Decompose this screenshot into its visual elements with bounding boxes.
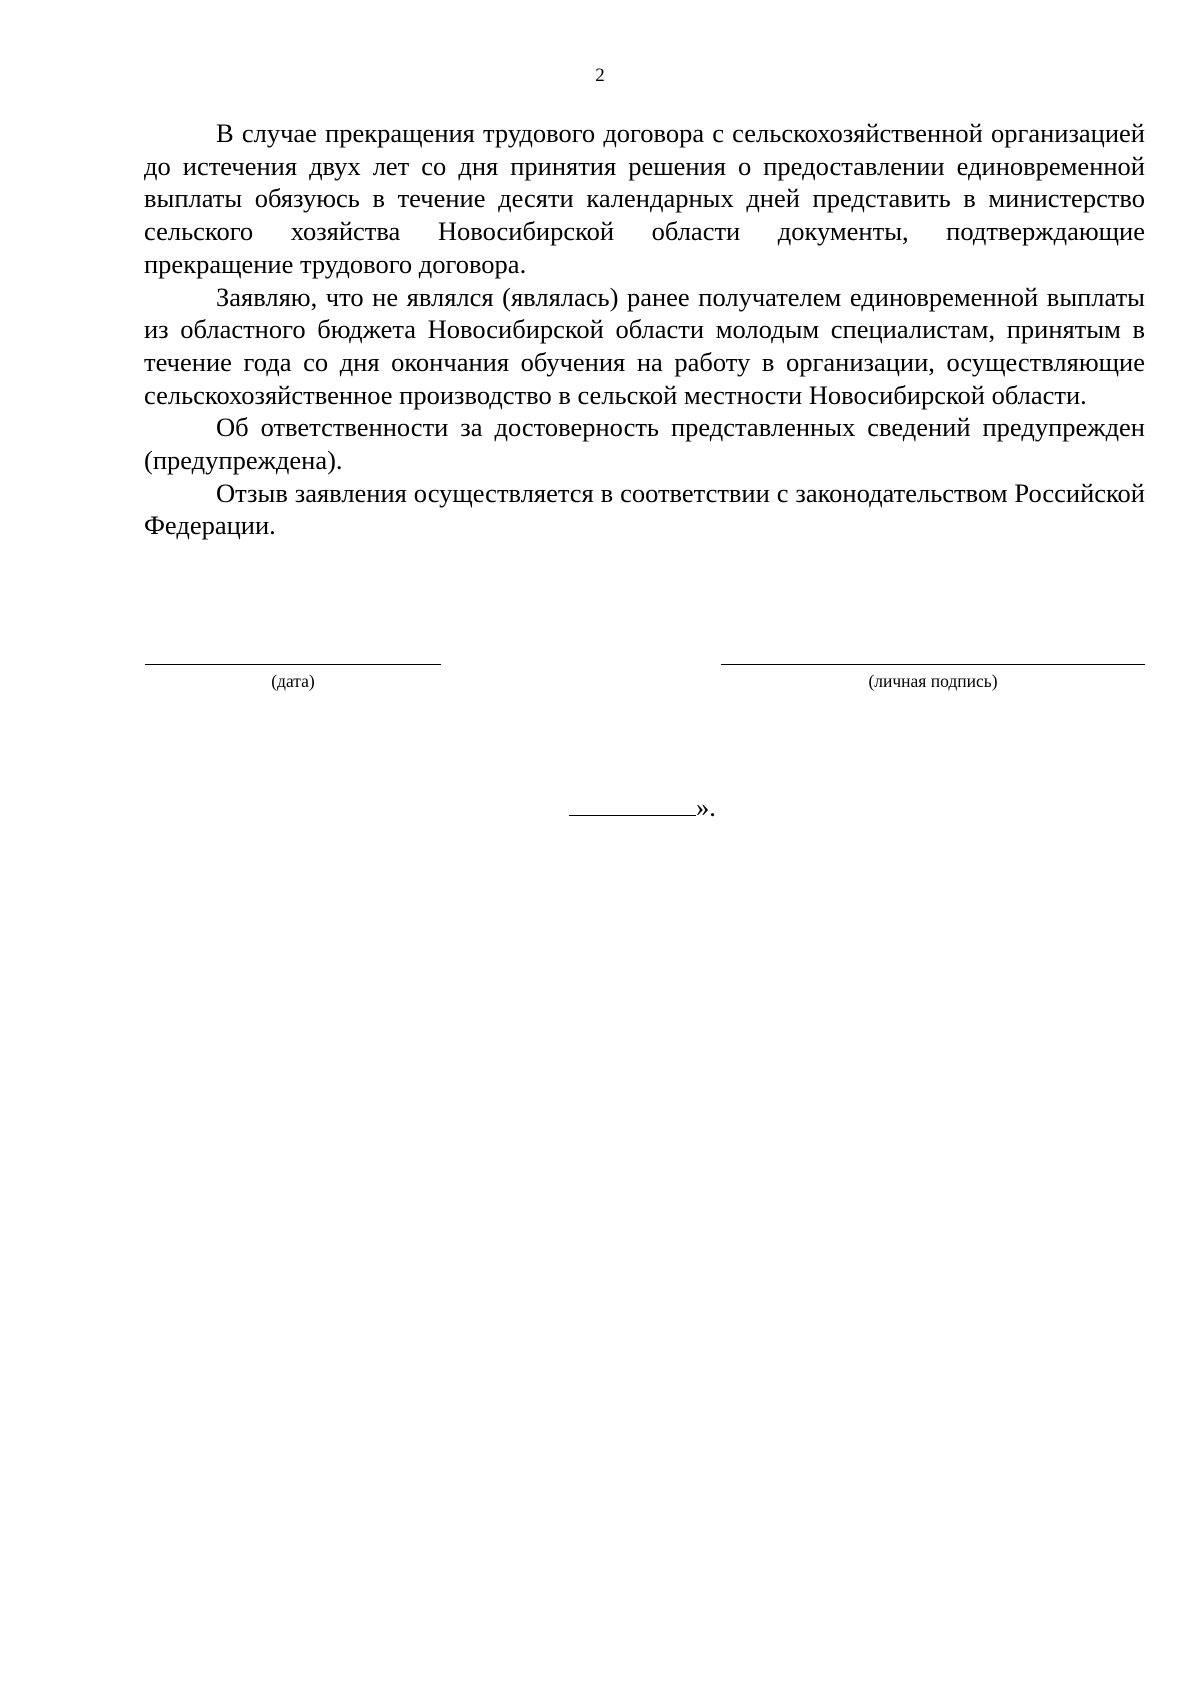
document-body: [144, 117, 1145, 542]
closing-mark: [569, 791, 716, 823]
page-number: 2: [595, 65, 605, 86]
date-signature-line: [145, 664, 441, 665]
paragraph-liability-warning: Об ответственности за достоверность представленных сведений предупрежден (предупреждена).: [144, 412, 1145, 476]
closing-quote: ».: [696, 792, 716, 822]
paragraph-termination-obligation: В случае прекращения трудового договора с сельскохозяйственной организацией до истечения двух лет со дня принятия решения о предоставлении единовременной выплаты обязуюсь в течение десяти календарных дней представить в министерство сельского хозяйства Новосибирской области документы, подтверждающие прекращение трудового договора.: [144, 118, 1145, 279]
personal-signature-line: [721, 664, 1145, 665]
closing-blank-line: [569, 791, 696, 816]
date-caption: (дата): [271, 671, 315, 691]
signature-caption: (личная подпись): [868, 671, 998, 691]
paragraph-withdrawal-notice: Отзыв заявления осуществляется в соответствии с законодательством Российской Федерации.: [144, 477, 1145, 541]
paragraph-prior-recipient-statement: Заявляю, что не являлся (являлась) ранее получателем единовременной выплаты из областного бюджета Новосибирской области молодым специалистам, принятым в течение года со дня окончания обучения на работу в организации, осуществляющие сельскохозяйственное производство в сельской местности Новосибирской области.: [144, 281, 1145, 410]
